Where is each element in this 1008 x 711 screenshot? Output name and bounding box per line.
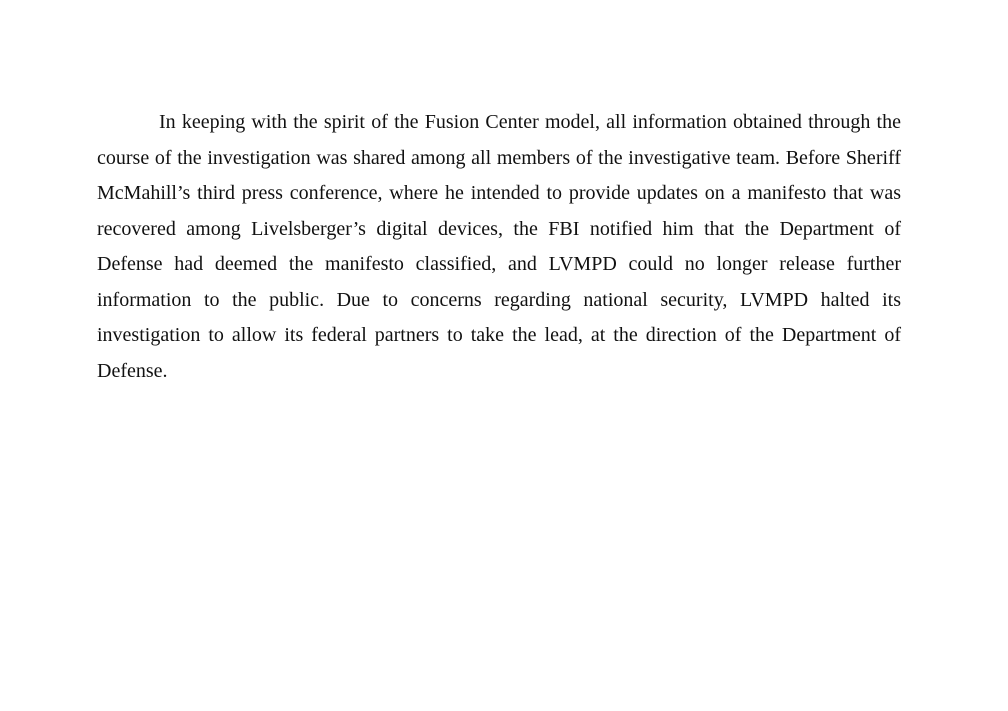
body-paragraph: In keeping with the spirit of the Fusion Center model, all information obtained through the course of the investigation was shared among all members of the investigative team. Before Sheriff McMahill’s third press conference, where he intended to provide updates on a manifesto that was recovered among Livelsberger’s digital devices, the FBI notified him that the Department of Defense had deemed the manifesto classified, and LVMPD could no longer release further information to the public. Due to concerns regarding national security, LVMPD halted its investigation to allow its federal partners to take the lead, at the direction of the Department of Defense. — [97, 111, 901, 382]
